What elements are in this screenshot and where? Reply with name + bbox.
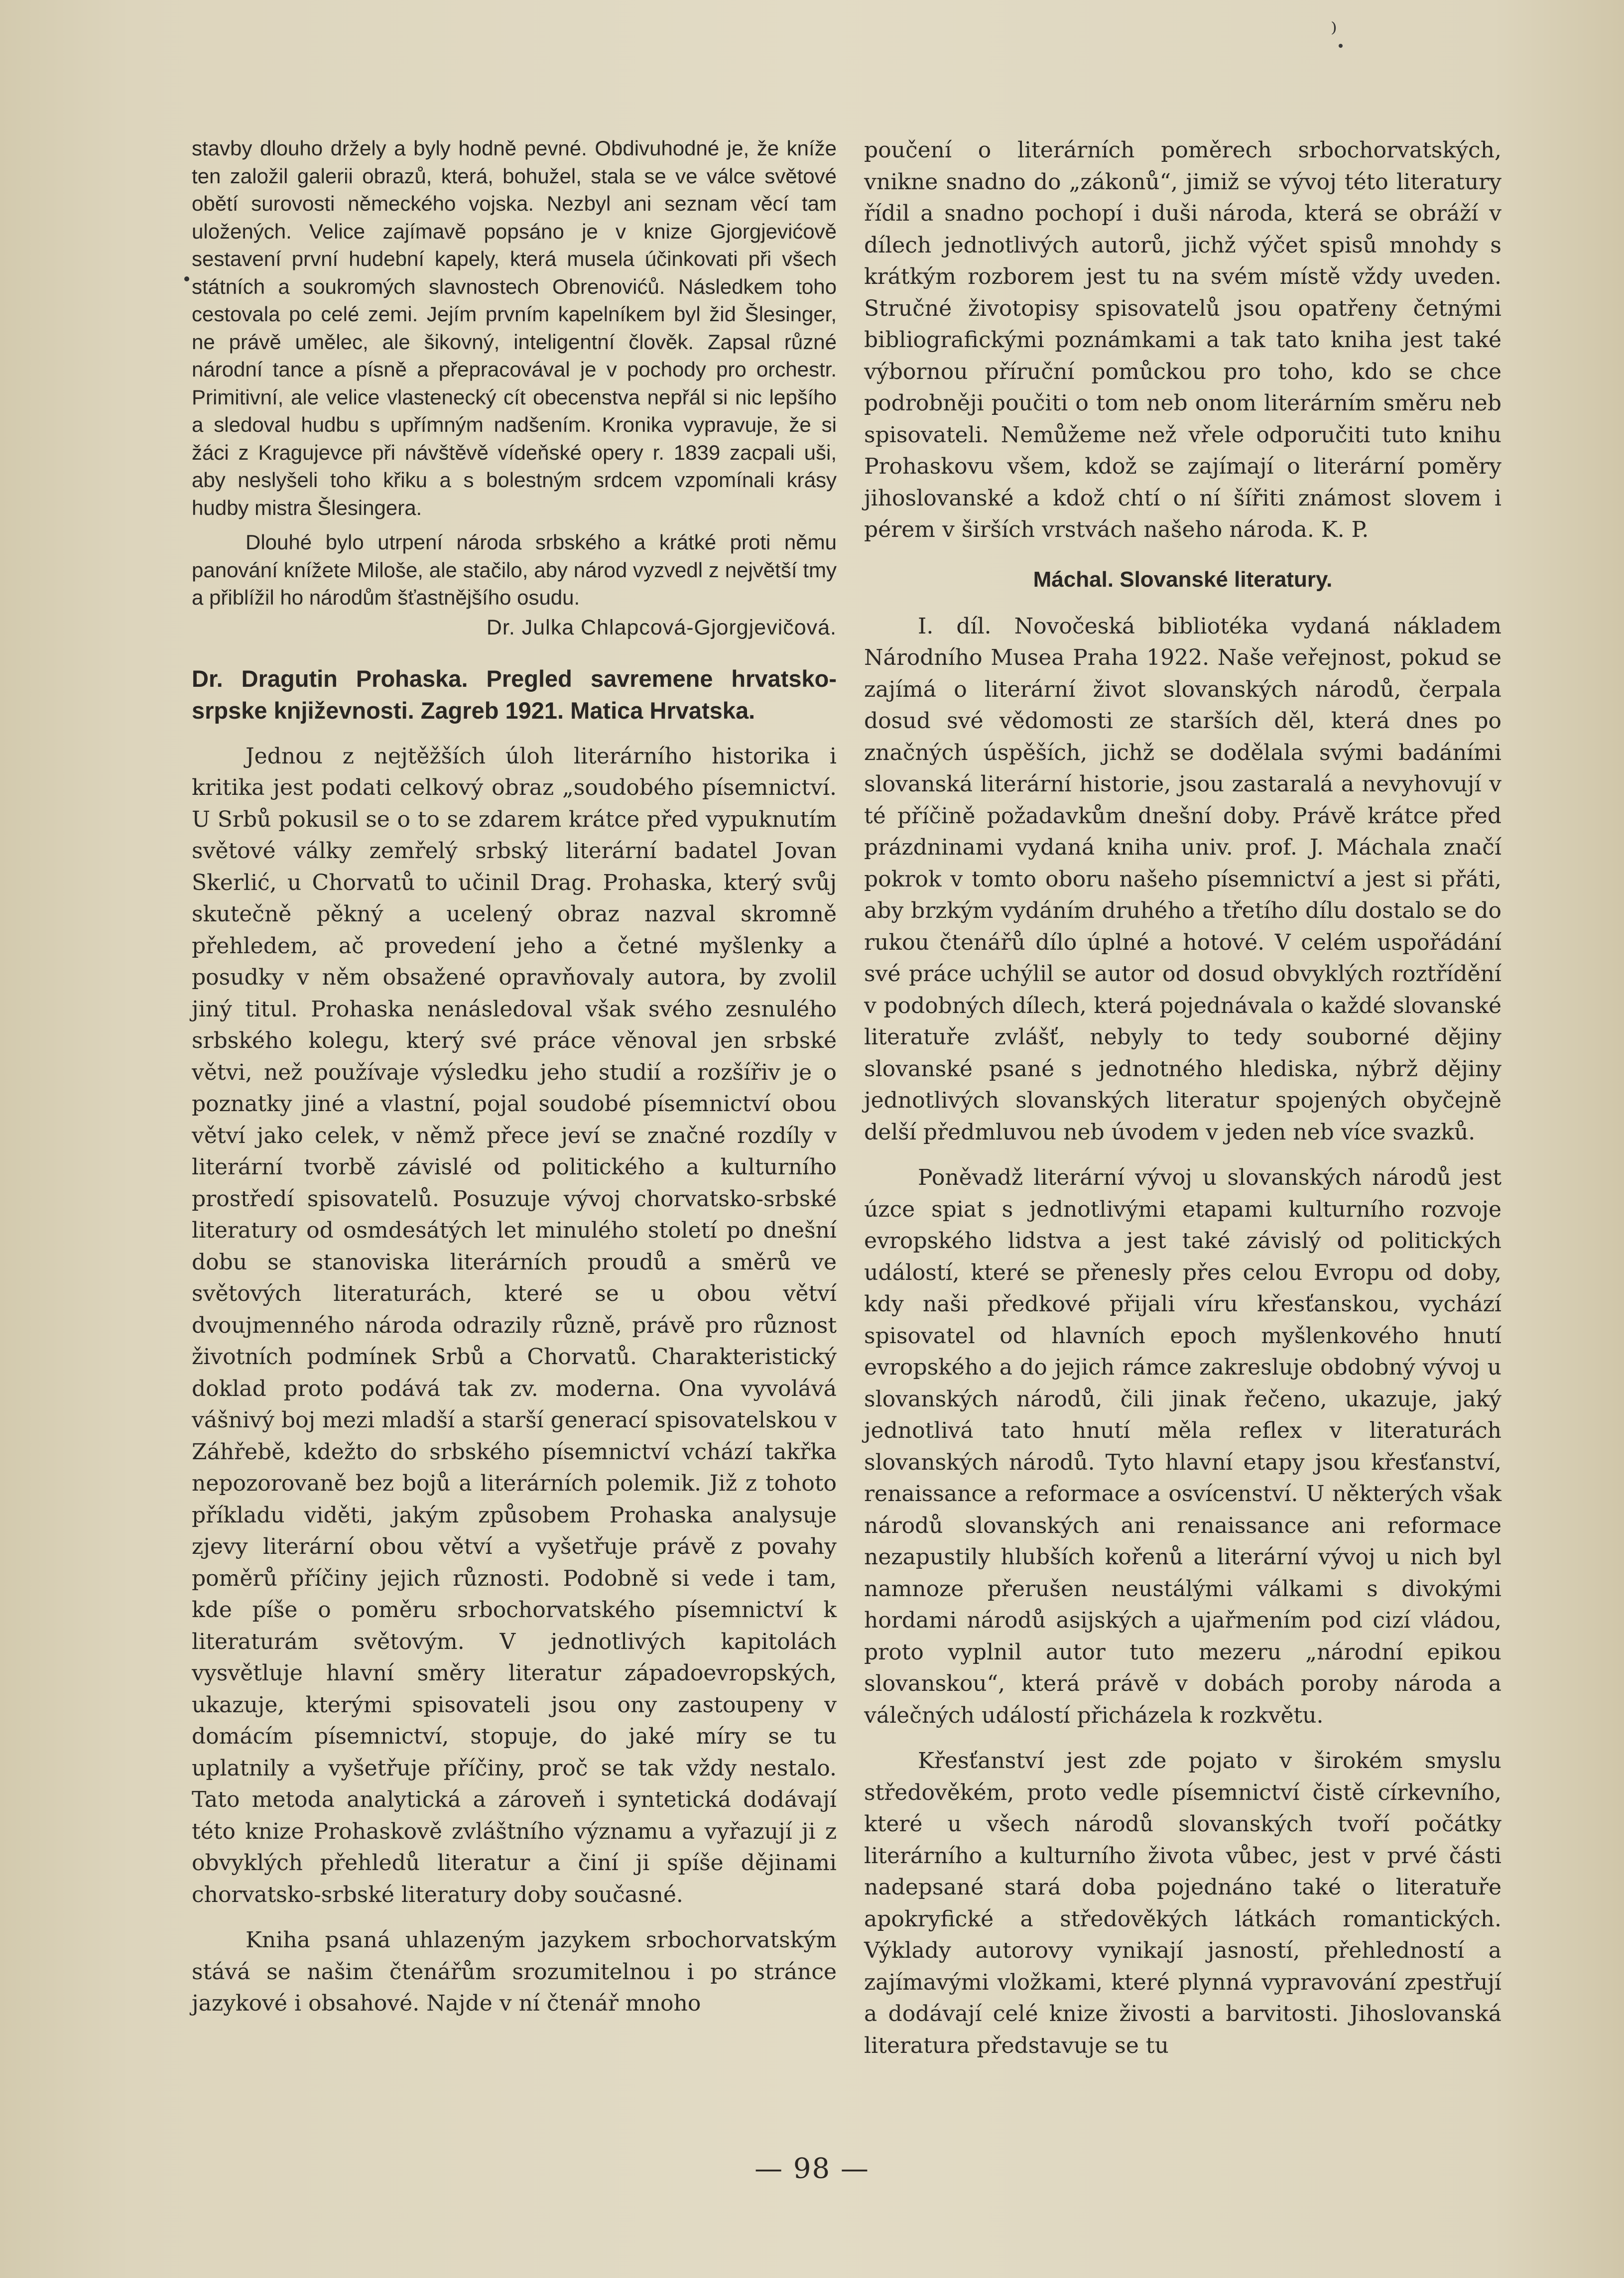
paragraph: Kniha psaná uhlazeným jazykem srbochorvatským stává se našim čtenářům srozumitelnou i po stránce jazykové i obsahové. Najde v ní čtenář mnoho (192, 1927, 837, 2016)
paragraph: Dlouhé bylo utrpení národa srbského a krátké proti němu panování knížete Miloše, ale stačilo, aby národ vyzvedl z největší tmy a přiblížil ho národům šťastnějšího osudu. (192, 530, 837, 609)
left-column (192, 134, 837, 2020)
right-column (864, 134, 1501, 2061)
signature: Dr. Julka Chlapcová-Gjorgjevičová. (486, 615, 837, 639)
paragraph: Poněvadž literární vývoj u slovanských národů jest úzce spiat s jednotlivými etapami kulturního rozvoje evropského lidstva a jest také závislý od politických událostí, které se přenesly přes celou Evropu od doby, kdy naši předkové přijali víru křesťanskou, vychází spisovatel od hlavních epoch myšlenkového hnutí evropského a do jejich rámce zakresluje obdobný vývoj u slovanských národů, čili jinak řečeno, ukazuje, jaký jednotlivá tato hnutí měla reflex v literaturách slovanských národů. Tyto hlavní etapy jsou křesťanství, renaissance a reformace a osvícenství. U některých však národů slovanských ani renaissance ani reformace nezapustily hlubších kořenů a literární vývoj u nich byl namnoze přerušen neustálými válkami s divokými hordami národů asijských a ujařmením pod cizí vládou, proto vyplnil autor tuto mezeru „národní epikou slovanskou“, která právě v dobách poroby národa a válečných událostí přicházela k rozkvětu. (864, 1165, 1501, 1728)
review-heading: Dr. Dragutin Prohaska. Pregled savremene hrvatsko-srpske književnosti. Zagreb 1921. Matica Hrvatska. (192, 665, 837, 724)
ink-dot (1339, 44, 1343, 48)
paragraph: Jednou z nejtěžších úloh literárního historika i kritika jest podati celkový obraz „soudobého písemnictví. U Srbů pokusil se o to se zdarem krátce před vypuknutím světové války zemřelý srbský literární badatel Jovan Skerlić, u Chorvatů to učinil Drag. Prohaska, který svůj skutečně pěkný a ucelený obraz nazval skromně přehledem, ač provedení jeho a četné myšlenky a posudky v něm obsažené opravňovaly autora, by zvolil jiný titul. Prohaska nenásledoval však svého zesnulého srbského kolegu, který své práce věnoval jen srbské větvi, než používaje výsledku jeho studií a rozšířiv je o poznatky jiné a vlastní, pojal soudobé písemnictví obou větví jako celek, v němž přece jeví se značné rozdíly v literární tvorbě závislé od politického a kulturního prostředí spisovatelů. Posuzuje vývoj chorvatsko-srbské literatury od osmdesátých let minulého století po dnešní dobu se stanoviska literárních proudů a směrů ve světových literaturách, které se u obou větví dvoujmenného národa odrazily různě, právě pro různost životních podmínek Srbů a Chorvatů. Charakteristický doklad proto podává tak zv. moderna. Ona vyvolává vášnivý boj mezi mladší a starší generací spisovatelskou v Záhřebě, kdežto do srbského písemnictví vchází takřka nepozorovaně bez bojů a literárních polemik. Již z tohoto příkladu viděti, jakým způsobem Prohaska analysuje zjevy literární obou větví a vyšetřuje právě z povahy poměrů příčiny jejich různosti. Podobně si vede i tam, kde píše o poměru srbochorvatského písemnictví k literaturám světovým. V jednotlivých kapitolách vysvětluje hlavní směry literatur západoevropských, ukazuje, kterými spisovateli jsou ony zastoupeny v domácím písemnictví, stopuje, do jaké míry se tu uplatnily a vyšetřuje příčiny, proč se tak vždy nestalo. Tato metoda analytická a zároveň i syntetická dodávají této knize Prohaskově zvláštního významu a vyřazují ji z obvyklých přehledů literatur a činí ji spíše dějinami chorvatsko-srbské literatury doby současné. (192, 743, 837, 1907)
margin-mark: ⁾ (1331, 17, 1337, 47)
paragraph: poučení o literárních poměrech srbochorvatských, vnikne snadno do „zákonů“, jimiž se vývoj této literatury řídil a snadno pochopí i duši národa, která se obráží v dílech jednotlivých autorů, jichž výčet spisů mnohdy s krátkým rozborem jest tu na svém místě vždy uveden. Stručné životopisy spisovatelů jsou opatřeny četnými bibliografickými poznámkami a tak tato kniha jest také výbornou příruční pomůckou pro toho, kdo se chce podrobněji poučiti o tom neb onom literárním směru neb spisovateli. Nemůžeme než vřele odporučiti tuto knihu Prohaskovu všem, kdož se zajímají o literární poměry jihoslovanské a kdož chtí o ní šířiti známost slovem i pérem v širších vrstvách našeho národa. K. P. (864, 137, 1501, 542)
page-number: — 98 — (754, 2152, 870, 2185)
ink-dot-left (184, 276, 189, 281)
paragraph: I. díl. Novočeská bibliotéka vydaná nákladem Národního Musea Praha 1922. Naše veřejnost, pokud se zajímá o literární život slovanských národů, čerpala dosud své vědomosti ze starších děl, která dnes po značných úspěších, jichž se dodělala svými badáními slovanská literární historie, jsou zastaralá a nevyhovují v té příčině požadavkům dnešní doby. Právě krátce před prázdninami vydaná kniha univ. prof. J. Máchala značí pokrok v tomto oboru našeho písemnictví a jest si přáti, aby brzkým vydáním druhého a třetího dílu dostalo se do rukou čtenářů dílo úplné a hotové. V celém uspořádání své práce uchýlil se autor od dosud obvyklých roztřídění v podobných dílech, která pojednávala o každé slovanské literatuře zvlášť, nebyly to tedy souborné dějiny slovanské psané s jednotného hlediska, nýbrž dějiny jednotlivých slovanských literatur spojených obyčejně delší předmluvou neb úvodem v jeden neb více svazků. (864, 613, 1501, 1145)
paragraph: stavby dlouho držely a byly hodně pevné. Obdivuhodné je, že kníže ten založil galerii obrazů, která, bohužel, stala se ve válce světové obětí surovosti německého vojska. Nezbyl ani seznam věcí tam uložených. Velice zajímavě popsáno je v knize Gjorgjevićově sestavení první hudební kapely, která musela účinkovati při všech státních a soukromých slavnostech Obrenovićů. Následkem toho cestovala po celé zemi. Jejím prvním kapelníkem byl žid Šlesinger, ne právě umělec, ale šikovný, inteligentní člověk. Zapsal různé národní tance a písně a přepracovával je v pochody pro orchestr. Primitivní, ale velice vlastenecký cít obecenstva nepřál si nic lepšího a sledoval hudbu s upřímným nadšením. Kronika vypravuje, že si žáci z Kragujevce při návštěvě vídeňské opery r. 1839 zacpali uši, aby neslyšeli toho křiku a s bolestným srdcem vzpomínali krásy hudby mistra Šlesingera. (192, 136, 837, 519)
review-heading: Máchal. Slovanské literatury. (1033, 567, 1333, 592)
paragraph: Křesťanství jest zde pojato v širokém smyslu středověkém, proto vedle písemnictví čistě církevního, které u všech národů slovanských tvoří počátky literárního a kulturního života vůbec, jest v prvé části nadepsané stará doba pojednáno také o literatuře apokryfické a středověkých látkách romantických. Výklady autorovy vynikají jasností, přehledností a zajímavými vložkami, které plynná vypravování zpestřují a dodávají celé knize živosti a barvitosti. Jihoslovanská literatura představuje se tu (864, 1748, 1501, 2058)
